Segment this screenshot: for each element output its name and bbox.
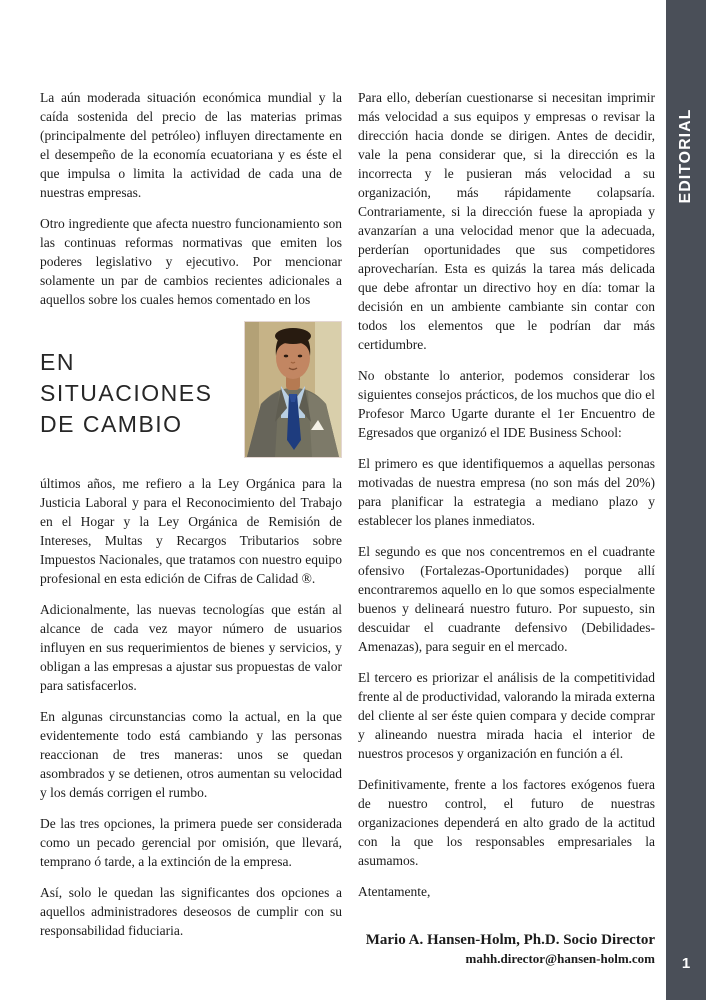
portrait-photo-illustration bbox=[245, 322, 341, 457]
paragraph: No obstante lo anterior, podemos considerar los siguientes consejos prácticos, de los muchos que dio el Profesor Marco Ugarte durante el 1er Encuentro de Egresados que organizó el IDE Business School: bbox=[358, 368, 655, 440]
paragraph: Definitivamente, frente a los factores exógenos fuera de nuestro control, el futuro de nuestras organizaciones dependerá en alto grado de la actitud con la que los responsables empresariales la asumamos. bbox=[358, 777, 655, 868]
paragraph: Así, solo le quedan las significantes dos opciones a aquellos administradores deseosos de cumplir con su responsabilidad fiduciaria. bbox=[40, 885, 342, 938]
section-label-editorial: EDITORIAL bbox=[677, 108, 694, 204]
paragraph: Adicionalmente, las nuevas tecnologías que están al alcance de cada vez mayor número de usuarios influyen en sus requerimientos de bienes y servicios, y obligan a las empresas a ajustar sus propuestas de valor para satisfacerlos. bbox=[40, 602, 342, 693]
page-number: 1 bbox=[681, 955, 691, 972]
article-title-line2: DE CAMBIO bbox=[40, 411, 183, 437]
signature-block bbox=[358, 931, 655, 967]
paragraph: Para ello, deberían cuestionarse si necesitan imprimir más velocidad a sus equipos y empresas o revisar la dirección hacia donde se dirigen. Antes de decidir, vale la pena considerar que, si la dirección es la incorrecta y le pusieran más velocidad a su organización, más rápidamente colapsaría. Contrariamente, si la dirección fuese la apropiada y avanzarían a una velocidad menor que la adecuada, perderían oportunidades que sus competidores aprovecharían. Esta es quizás la tarea más delicada que debe afrontar un directivo hoy en día: tomar la decisión en un ambiente cambiante sin contar con todos los elementos que le podrían dar más certidumbre. bbox=[358, 90, 655, 352]
signature-name: Mario A. Hansen-Holm, Ph.D. Socio Director bbox=[365, 932, 655, 948]
article-title-line1: EN SITUACIONES bbox=[40, 349, 213, 406]
closing-salutation: Atentamente, bbox=[358, 884, 431, 899]
author-photo bbox=[244, 321, 342, 458]
paragraph: En algunas circunstancias como la actual, en la que evidentemente todo está cambiando y las personas reaccionan de tres maneras: unos se quedan asombrados y se detienen, otros aumentan su velocidad y los demás corrigen el rumbo. bbox=[40, 709, 342, 800]
signature-email: mahh.director@hansen-holm.com bbox=[465, 951, 655, 966]
paragraph: El primero es que identifiquemos a aquellas personas motivadas de nuestra empresa (no son más del 20%) para planificar la estrategia a mediano plazo y establecer los planes inmediatos. bbox=[358, 456, 655, 528]
left-column bbox=[40, 88, 342, 940]
paragraph: Otro ingrediente que afecta nuestro funcionamiento son las continuas reformas normativas que emiten los poderes legislativo y ejecutivo. Por mencionar solamente un par de cambios recientes adicionales a aquellos sobre los cuales hemos comentado en los bbox=[40, 216, 342, 307]
paragraph: El tercero es priorizar el análisis de la competitividad frente al de productividad, valorando la mirada externa del cliente al ser éste quien compara y decide comprar y alineando nuestra mirada hacia el interior de nuestros procesos y organización en función a él. bbox=[358, 670, 655, 761]
article-title bbox=[40, 321, 244, 440]
title-and-photo-row bbox=[40, 321, 342, 458]
editorial-sidebar bbox=[666, 0, 706, 1000]
right-column bbox=[358, 88, 655, 967]
paragraph: De las tres opciones, la primera puede ser considerada como un pecado gerencial por omisión, que llevará, temprano ó tarde, a la extinción de la empresa. bbox=[40, 816, 342, 869]
paragraph: La aún moderada situación económica mundial y la caída sostenida del precio de las materias primas (principalmente del petróleo) influyen directamente en el desempeño de la economía ecuatoriana y es éste el que impulsa o limita la actividad de cada una de nuestras empresas. bbox=[40, 90, 342, 200]
paragraph: últimos años, me refiero a la Ley Orgánica para la Justicia Laboral y para el Reconocimiento del Trabajo en el Hogar y la Ley Orgánica de Remisión de Intereses, Multas y Recargos Tributarios sobre Impuestos Nacionales, que tratamos con nuestro equipo profesional en esta edición de Cifras de Calidad ®. bbox=[40, 476, 342, 586]
paragraph: El segundo es que nos concentremos en el cuadrante ofensivo (Fortalezas-Oportunidades) porque allí encontraremos aquello en lo que somos especialmente buenos y delineará nuestro futuro. Por supuesto, sin descuidar el cuadrante defensivo (Debilidades-Amenazas), para seguir en el mercado. bbox=[358, 544, 655, 654]
